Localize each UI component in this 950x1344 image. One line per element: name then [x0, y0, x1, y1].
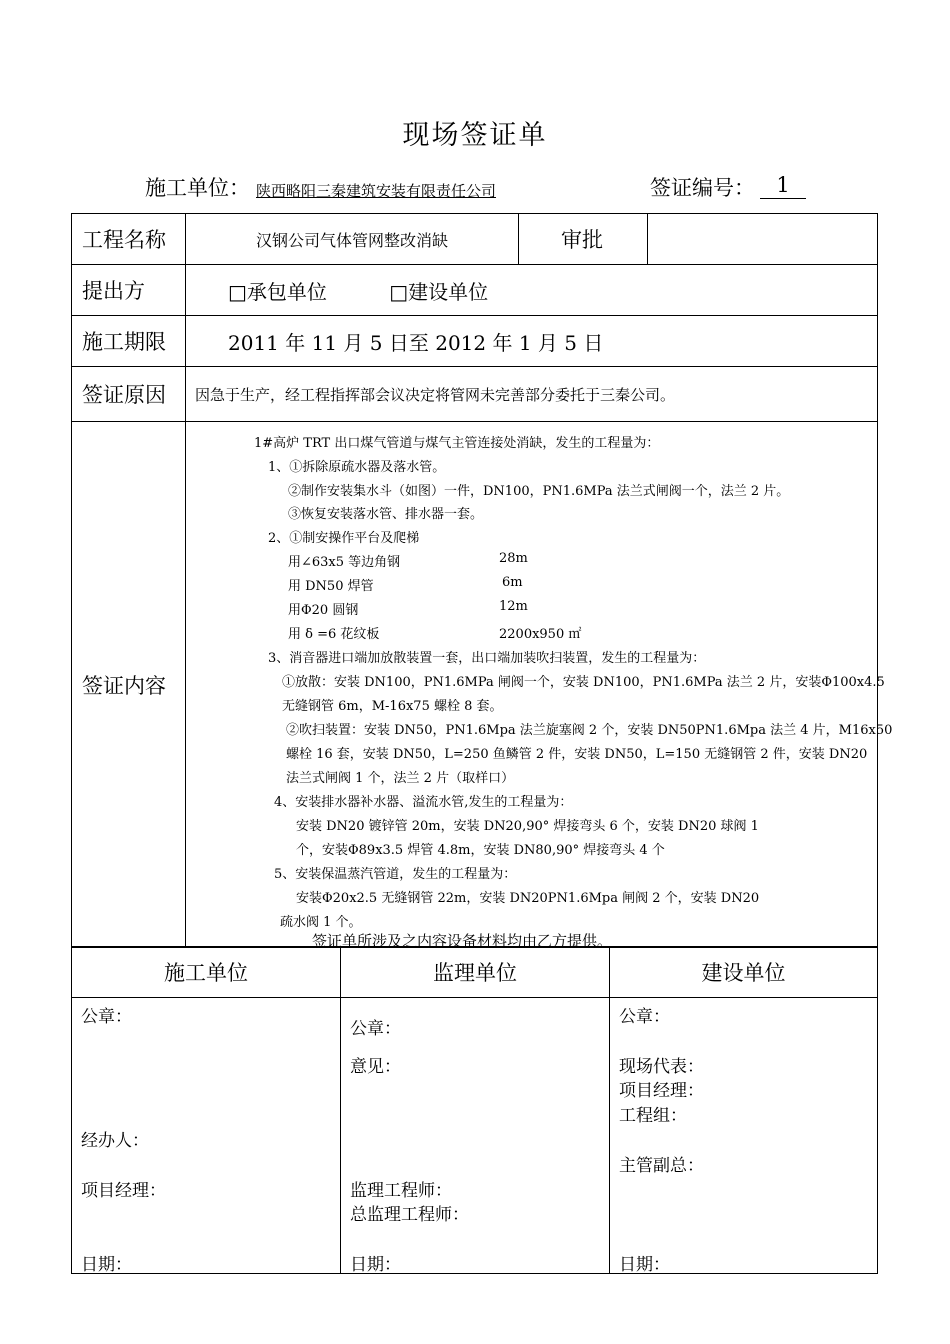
content-line: ②制作安装集水斗（如图）一件，DN100，PN1.6MPa 法兰式闸阀一个，法兰 2 片。	[288, 484, 790, 499]
project-manager-label: 项目经理：	[81, 1181, 166, 1201]
visa-content-label: 签证内容	[72, 422, 186, 948]
content-line: ①放散：安装 DN100，PN1.6MPa 闸阀一个，安装 DN100，PN1.6MPa 法兰 2 片，安装Φ100x4.5	[282, 675, 885, 690]
supervision-unit-header: 监理单位	[341, 947, 610, 998]
project-name-label: 工程名称	[72, 214, 186, 265]
content-footnote: 签证单所涉及之内容设备材料均由乙方提供。	[312, 932, 613, 950]
visa-reason-value: 因急于生产，经工程指挥部会议决定将管网未完善部分委托于三秦公司。	[186, 367, 878, 422]
handler-label: 经办人：	[81, 1131, 149, 1151]
supervising-engineer-label: 监理工程师：	[350, 1181, 452, 1201]
page-title: 现场签证单	[402, 120, 548, 151]
opinion-label: 意见：	[350, 1057, 401, 1077]
signature-table	[71, 946, 878, 1274]
proposer-options	[186, 265, 878, 316]
content-line: 2、①制安操作平台及爬梯	[268, 531, 420, 546]
content-line: 5、安装保温蒸汽管道，发生的工程量为：	[274, 867, 517, 882]
content-line: 螺栓 16 套，安装 DN50，L=250 鱼鳞管 2 件，安装 DN50，L=150 无缝钢管 2 件，安装 DN20	[286, 747, 868, 762]
visa-form-table	[71, 213, 893, 950]
content-line: 用Φ20 圆钢	[288, 603, 359, 618]
construction-unit-value: 陕西略阳三秦建筑安装有限责任公司	[256, 182, 497, 200]
content-line: 个，安装Φ89x3.5 焊管 4.8m，安装 DN80,90° 焊接弯头 4 个	[296, 843, 665, 858]
owner-checkbox[interactable]: □建设单位	[389, 279, 489, 304]
construction-period-label: 施工期限	[72, 316, 186, 367]
owner-unit-header: 建设单位	[610, 947, 878, 998]
visa-reason-label: 签证原因	[72, 367, 186, 422]
content-line: 安装 DN20 镀锌管 20m，安装 DN20,90° 焊接弯头 6 个，安装 DN20 球阀 1	[296, 819, 759, 834]
construction-period-value: 2011 年 11 月 5 日至 2012 年 1 月 5 日	[186, 316, 878, 367]
seal-label: 公章：	[81, 1007, 132, 1027]
content-line: 6m	[502, 575, 523, 590]
content-line: 疏水阀 1 个。	[280, 915, 362, 930]
content-line: 1、①拆除原疏水器及落水管。	[268, 460, 446, 475]
date-label: 日期：	[81, 1255, 132, 1275]
content-line: 12m	[499, 599, 528, 614]
content-line: 3、消音器进口端加放散装置一套，出口端加装吹扫装置，发生的工程量为：	[268, 651, 706, 666]
content-line: 1#高炉 TRT 出口煤气管道与煤气主管连接处消缺，发生的工程量为：	[254, 436, 660, 451]
supervision-unit-sign-cell	[341, 998, 610, 1274]
date-label: 日期：	[350, 1255, 401, 1275]
content-line: 2200x950 ㎡	[499, 627, 582, 642]
construction-unit-sign-cell	[72, 998, 341, 1274]
seal-label: 公章：	[350, 1019, 401, 1039]
approval-value	[648, 214, 878, 265]
construction-unit-label: 施工单位：	[145, 176, 250, 200]
content-line: 法兰式闸阀 1 个，法兰 2 片（取样口）	[286, 771, 515, 786]
deputy-gm-label: 主管副总：	[619, 1156, 704, 1176]
contractor-checkbox[interactable]: □承包单位	[228, 279, 327, 304]
content-line: 无缝钢管 6m，M-16x75 螺栓 8 套。	[282, 699, 503, 714]
owner-unit-sign-cell	[610, 998, 878, 1274]
approval-label: 审批	[519, 214, 648, 265]
visa-content	[186, 422, 893, 950]
sign-number-value: 1	[760, 172, 806, 199]
seal-label: 公章：	[619, 1007, 670, 1027]
engineering-group-label: 工程组：	[619, 1106, 687, 1126]
content-line: 4、安装排水器补水器、溢流水管,发生的工程量为：	[274, 795, 573, 810]
date-label: 日期：	[619, 1255, 670, 1275]
visa-content-cell	[186, 422, 893, 950]
content-line: 安装Φ20x2.5 无缝钢管 22m，安装 DN20PN1.6Mpa 闸阀 2 个，安装 DN20	[296, 891, 760, 906]
chief-supervising-engineer-label: 总监理工程师：	[350, 1205, 469, 1225]
proposer-label: 提出方	[72, 265, 186, 316]
site-representative-label: 现场代表：	[619, 1057, 704, 1077]
content-line: ②吹扫装置：安装 DN50，PN1.6Mpa 法兰旋塞阀 2 个，安装 DN50PN1.6Mpa 法兰 4 片，M16x50	[286, 723, 893, 738]
project-name-value: 汉钢公司气体管网整改消缺	[186, 214, 519, 265]
content-line: ③恢复安装落水管、排水器一套。	[288, 507, 484, 522]
content-line: 用 δ =6 花纹板	[288, 627, 380, 642]
construction-unit-header: 施工单位	[72, 947, 341, 998]
content-line: 28m	[499, 551, 528, 566]
project-manager-label: 项目经理：	[619, 1081, 704, 1101]
content-line: 用 DN50 焊管	[288, 579, 374, 594]
sign-number-label: 签证编号：	[650, 176, 755, 200]
content-line: 用∠63x5 等边角钢	[288, 555, 401, 570]
